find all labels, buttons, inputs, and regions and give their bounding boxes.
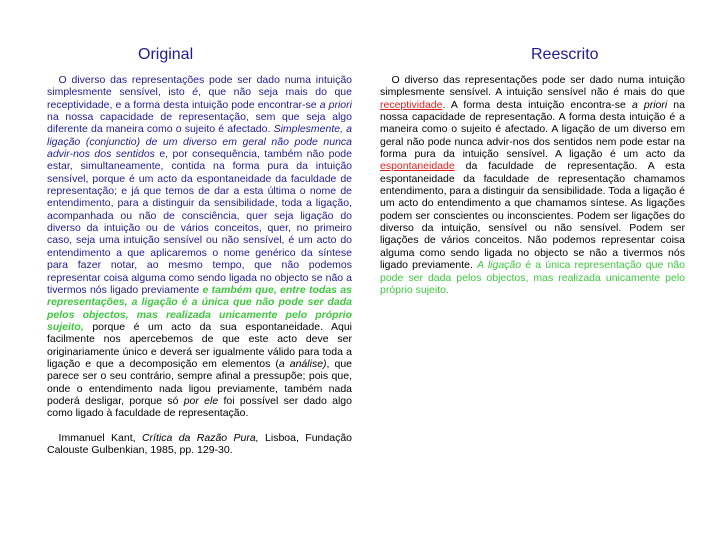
text-span: O diverso das representações pode ser dado numa intuição simplesmente sensível, isto: [47, 74, 352, 99]
text-span: O diverso das representações pode ser dado numa intuição simplesmente sensível. A intuição sensível não é mais do que: [380, 74, 685, 99]
citation-author: Immanuel Kant,: [58, 431, 142, 444]
text-span: A ligação: [477, 259, 522, 272]
text-span: na nossa capacidade de representação. A forma desta intuição é a maneira como o sujeito é afectado. A ligação de um diverso em geral não pode nunca advir-nos dos sentidos nem pode estar na forma pura da intuição sensível. A ligação é um acto da: [380, 98, 685, 161]
text-span: , que não seja mais do que receptividade, e a forma desta intuição pode encontrar-se: [47, 86, 352, 111]
citation-title: Crítica da Razão Pura,: [141, 431, 259, 444]
text-span: na nossa capacidade de representação, sem que seja algo diferente da maneira como o sujeito é afectado.: [47, 111, 352, 136]
heading-rewritten: Reescrito: [531, 46, 599, 63]
text-span: da faculdade de representação. A esta espontaneidade da faculdade de representação chamamos entendimento, para a distinguir da sensibilidade. Toda a ligação é um acto do entendimento a que chamamos síntese. As ligações podem ser conscientes ou inconscientes. Podem ser ligações do diverso da intuição, sensível ou não sensível. Podem ser ligações de vários conceitos. Não podemos representar coisa alguma como sendo ligada no objecto se não a tivermos nós ligado previamente.: [380, 160, 685, 272]
rewritten-text-column: [380, 74, 685, 296]
rewritten-paragraph: [380, 74, 685, 296]
original-text-column: [47, 74, 352, 456]
text-span: foi possível ser dado algo como ligado à faculdade de representação.: [47, 394, 352, 420]
text-span: Simplesmente, a ligação (conjunctio) de um diverso em geral não pode nunca advir-nos dos sentidos: [47, 123, 352, 161]
text-span: a análise): [278, 357, 327, 370]
citation: [47, 432, 352, 457]
heading-original: Original: [138, 46, 194, 63]
text-span: porque é um acto da sua espontaneidade. Aqui facilmente nos apercebemos de que este acto deve ser originariamente único e deverá ser igualmente válido para toda a ligação e que a decomposição em elementos (: [47, 320, 352, 370]
text-span: . A forma desta intuição encontra-se: [442, 98, 632, 111]
text-span: , que parece ser o seu contrário, sempre afinal a pressupõe; pois que, onde o entendimento nada ligou previamente, também nada poderá desligar, porque só: [47, 357, 352, 407]
text-span: é: [192, 86, 199, 99]
original-paragraph: [47, 74, 352, 420]
citation-publisher: Lisboa, Fundação Calouste Gulbenkian, 1985, pp. 129-30.: [47, 431, 352, 456]
text-span: e também que, entre todas as representações, a ligação é a única que não pode ser dada pelos objectos, mas realizada unicamente pelo próprio sujeito,: [47, 283, 352, 333]
text-span: a priori: [631, 98, 668, 111]
highlighted-word-receptividade: receptividade: [380, 98, 443, 111]
text-span: a priori: [319, 98, 352, 111]
text-span: e, por consequência, também não pode estar, simultaneamente, contida na forma pura da intuição sensível, porque é um acto da espontaneidade da faculdade de representação; e já que temos de dar a esta última o nome de entendimento, para a distinguir da sensibilidade, toda a ligação, acompanhada ou não de consciência, quer seja ligação do diverso da intuição ou de vários conceitos, quer, no primeiro caso, seja uma intuição sensível ou não sensível, é um acto do entendimento a que aplicaremos o nome genérico da síntese para fazer notar, ao mesmo tempo, que não podemos representar coisa alguma como sendo ligada no objecto se não a tivermos nós ligado previamente: [47, 148, 352, 296]
text-span: por ele: [183, 394, 219, 407]
highlighted-word-espontaneidade: espontaneidade: [380, 160, 455, 173]
text-span: é a única representação que não pode ser dada pelos objectos, mas realizada unicamente pelo próprio sujeito.: [380, 259, 685, 296]
